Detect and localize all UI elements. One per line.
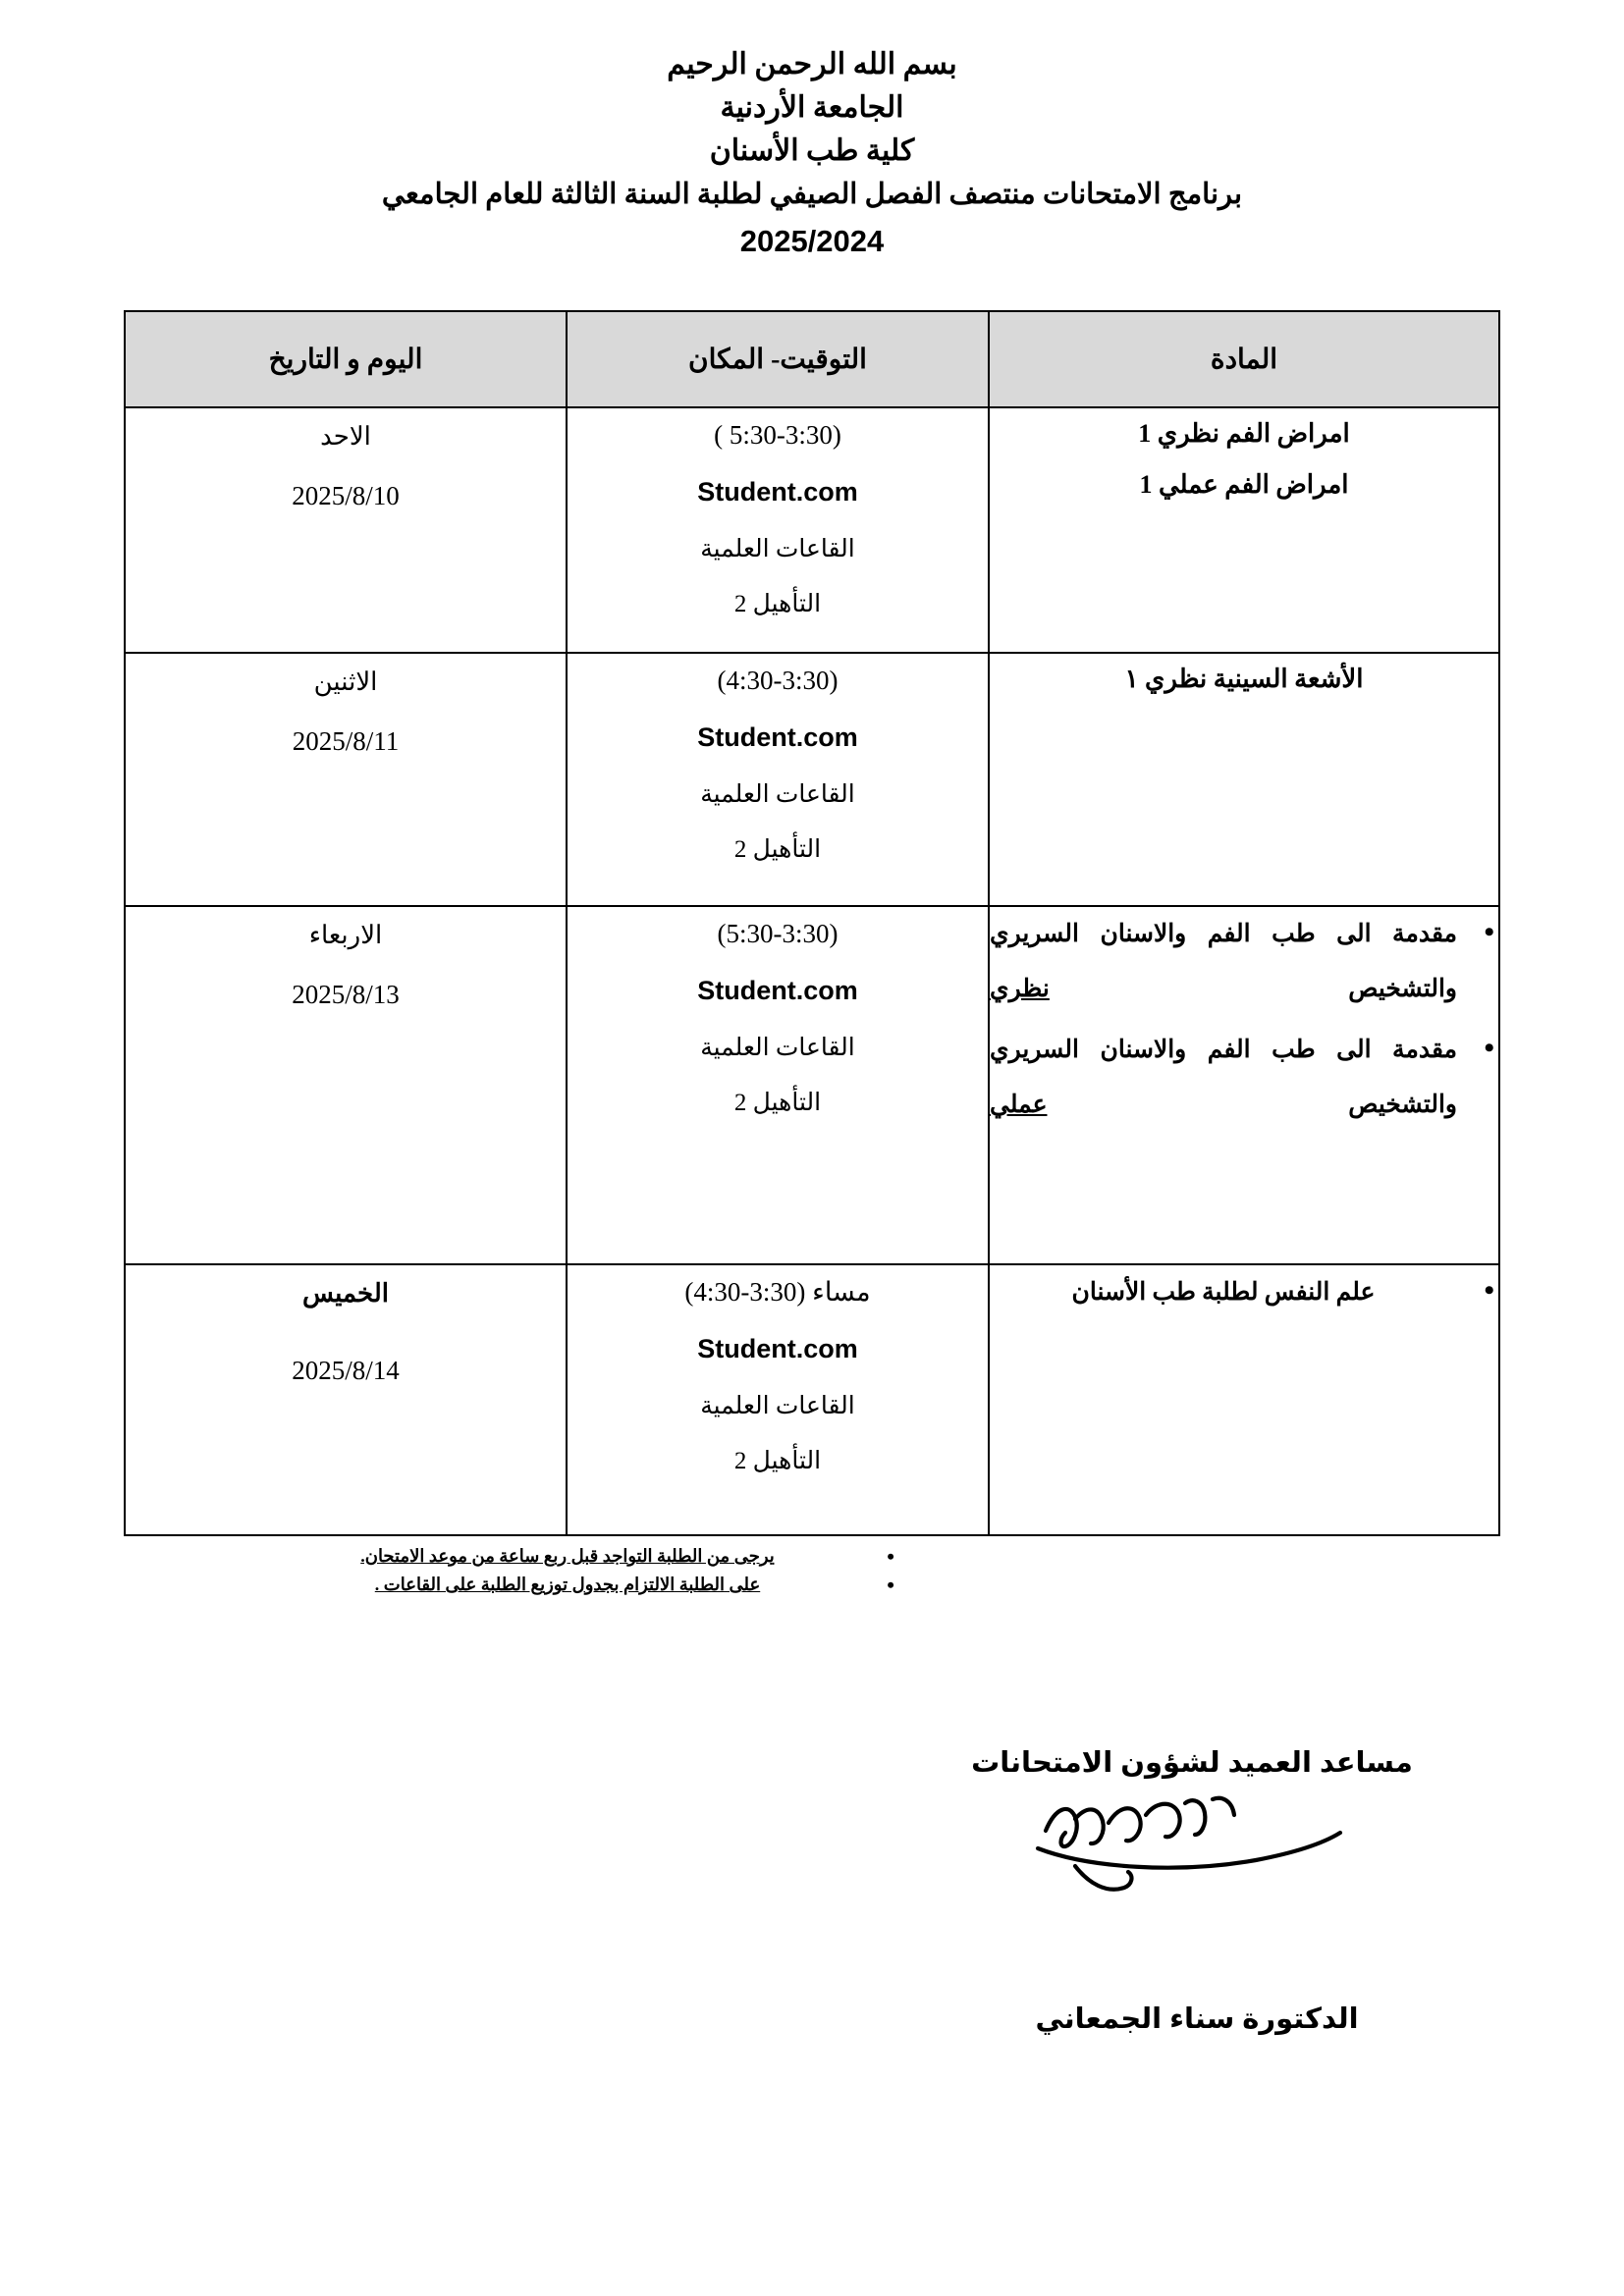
cell-day-date	[125, 407, 567, 653]
document-header	[0, 0, 1624, 267]
subject-bullet-list	[990, 1265, 1498, 1320]
exam-time: (4:30-3:30)	[717, 666, 839, 695]
signature-title: مساعد العميد لشؤون الامتحانات	[971, 1747, 1413, 1779]
cell-subject	[989, 906, 1499, 1264]
academic-year: 2025/2024	[739, 224, 885, 258]
cell-time-place	[567, 1264, 989, 1535]
exam-hall-line2: التأهيل 2	[733, 836, 822, 863]
exam-hall-line1: القاعات العلمية	[700, 781, 855, 808]
faculty-name: كلية طب الأسنان	[709, 134, 915, 167]
exam-date: 2025/8/13	[292, 980, 400, 1009]
subject-mode: عملي	[990, 1092, 1048, 1118]
exam-site: Student.com	[697, 722, 858, 752]
subject-line: امراض الفم عملي 1	[1139, 470, 1349, 499]
program-title: برنامج الامتحانات منتصف الفصل الصيفي لطلبة السنة الثالثة للعام الجامعي	[381, 179, 1243, 210]
footer-notes	[0, 1542, 1624, 1599]
table-row	[125, 906, 1499, 1264]
cell-time-place	[567, 407, 989, 653]
handwritten-signature-icon	[1030, 1789, 1354, 1907]
exam-day: الاثنين	[313, 667, 378, 696]
cell-subject	[989, 1264, 1499, 1535]
note-text: على الطلبة الالتزام بجدول توزيع الطلبة على القاعات .	[374, 1575, 761, 1594]
exam-hall-line2: التأهيل 2	[733, 1448, 822, 1474]
subject-line: امراض الفم نظري 1	[1138, 419, 1350, 448]
exam-hall-line1: القاعات العلمية	[700, 1393, 855, 1419]
exam-site: Student.com	[697, 976, 858, 1005]
table-header-row	[125, 311, 1499, 407]
exam-hall-line2: التأهيل 2	[733, 1090, 822, 1116]
exam-date: 2025/8/10	[292, 481, 400, 510]
list-item	[268, 1571, 896, 1599]
list-item	[990, 1023, 1498, 1133]
list-item	[268, 1542, 896, 1571]
exam-day: الاحد	[320, 422, 371, 451]
cell-day-date	[125, 1264, 567, 1535]
exam-time: ( 5:30-3:30)	[714, 420, 841, 450]
cell-day-date	[125, 653, 567, 906]
exam-date: 2025/8/14	[292, 1356, 400, 1385]
cell-time-place	[567, 906, 989, 1264]
exam-day: الخميس	[302, 1279, 389, 1308]
exam-day: الاربعاء	[308, 921, 383, 949]
column-header-subject: المادة	[989, 311, 1499, 407]
subject-text: مقدمة الى طب الفم والاسنان السريري والتشخيص	[990, 921, 1457, 1002]
basmala-line: بسم الله الرحمن الرحيم	[667, 48, 957, 80]
university-name: الجامعة الأردنية	[720, 91, 904, 124]
exam-time: (5:30-3:30)	[717, 919, 839, 948]
exam-date: 2025/8/11	[292, 726, 400, 756]
subject-text: علم النفس لطلبة طب الأسنان	[1071, 1279, 1376, 1306]
subject-bullet-list	[990, 907, 1498, 1133]
exam-site: Student.com	[697, 1334, 858, 1363]
exam-hall-line1: القاعات العلمية	[700, 1035, 855, 1061]
column-header-time-place: التوقيت- المكان	[567, 311, 989, 407]
list-item	[990, 907, 1498, 1017]
table-header	[125, 311, 1499, 407]
subject-line: الأشعة السينية نظري ١	[1124, 665, 1364, 693]
table-row	[125, 407, 1499, 653]
notes-list	[268, 1542, 896, 1599]
schedule-table-wrapper	[0, 310, 1624, 1536]
exam-schedule-table	[124, 310, 1500, 1536]
subject-mode: نظري	[990, 976, 1050, 1002]
table-row	[125, 1264, 1499, 1535]
table-row	[125, 653, 1499, 906]
exam-hall-line2: التأهيل 2	[733, 591, 822, 617]
footer-notes-inner	[125, 1542, 1499, 1599]
exam-time-suffix: مساء	[812, 1277, 871, 1307]
subject-text: مقدمة الى طب الفم والاسنان السريري والتشخيص	[990, 1037, 1457, 1118]
exam-time-range: (4:30-3:30)	[684, 1277, 806, 1307]
cell-subject	[989, 653, 1499, 906]
signature-name: الدكتورة سناء الجمعاني	[1035, 2003, 1359, 2035]
note-text: يرجى من الطلبة التواجد قبل ربع ساعة من موعد الامتحان.	[360, 1546, 775, 1566]
signature-block	[927, 1742, 1457, 1907]
cell-subject	[989, 407, 1499, 653]
table-body	[125, 407, 1499, 1535]
column-header-day-date: اليوم و التاريخ	[125, 311, 567, 407]
exam-time	[568, 1265, 988, 1318]
list-item	[990, 1265, 1498, 1320]
cell-time-place	[567, 653, 989, 906]
exam-hall-line1: القاعات العلمية	[700, 536, 855, 562]
cell-day-date	[125, 906, 567, 1264]
exam-site: Student.com	[697, 477, 858, 507]
